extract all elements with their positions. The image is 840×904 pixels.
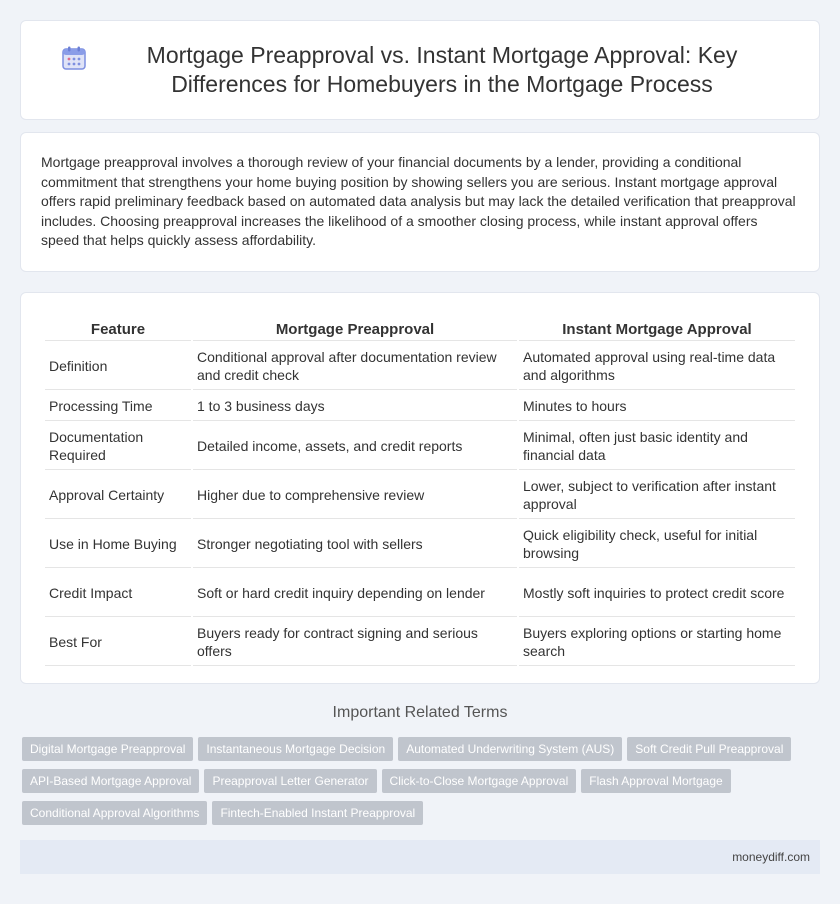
preapproval-cell: Conditional approval after documentation review and credit check bbox=[193, 343, 517, 390]
table-row bbox=[45, 392, 795, 421]
feature-cell: Use in Home Buying bbox=[45, 521, 191, 568]
preapproval-cell: Soft or hard credit inquiry depending on lender bbox=[193, 570, 517, 617]
footer-site-link[interactable]: moneydiff.com bbox=[732, 850, 810, 864]
calendar-icon bbox=[61, 45, 87, 71]
instant-cell: Quick eligibility check, useful for initial browsing bbox=[519, 521, 795, 568]
intro-paragraph: Mortgage preapproval involves a thorough review of your financial documents by a lender, providing a conditional commitment that strengthens your home buying position by showing sellers you are serious. Instant mortgage approval offers rapid preliminary feedback based on automated data analysis but may lack the detailed verification that preapproval includes. Choosing preapproval increases the likelihood of a smoother closing process, while instant approval offers speed that helps quickly assess affordability. bbox=[41, 154, 796, 248]
instant-cell: Minutes to hours bbox=[519, 392, 795, 421]
title-wrap bbox=[21, 41, 819, 99]
table-row bbox=[45, 570, 795, 617]
related-term-tag[interactable]: Preapproval Letter Generator bbox=[204, 769, 376, 793]
column-header-instant: Instant Mortgage Approval bbox=[519, 317, 795, 341]
comparison-table bbox=[43, 315, 797, 668]
related-term-tag[interactable]: Flash Approval Mortgage bbox=[581, 769, 730, 793]
related-term-tag[interactable]: Fintech-Enabled Instant Preapproval bbox=[212, 801, 423, 825]
instant-cell: Mostly soft inquiries to protect credit score bbox=[519, 570, 795, 617]
related-term-tag[interactable]: Click-to-Close Mortgage Approval bbox=[382, 769, 577, 793]
title-card bbox=[20, 20, 820, 120]
feature-cell: Definition bbox=[45, 343, 191, 390]
instant-cell: Minimal, often just basic identity and financial data bbox=[519, 423, 795, 470]
column-header-preapproval: Mortgage Preapproval bbox=[193, 317, 517, 341]
instant-cell: Automated approval using real-time data and algorithms bbox=[519, 343, 795, 390]
intro-card bbox=[20, 132, 820, 272]
related-term-tag[interactable]: API-Based Mortgage Approval bbox=[22, 769, 199, 793]
preapproval-cell: Stronger negotiating tool with sellers bbox=[193, 521, 517, 568]
feature-cell: Credit Impact bbox=[45, 570, 191, 617]
footer bbox=[20, 840, 820, 874]
table-header-row bbox=[45, 317, 795, 341]
comparison-card bbox=[20, 292, 820, 684]
table-row bbox=[45, 472, 795, 519]
column-header-feature: Feature bbox=[45, 317, 191, 341]
preapproval-cell: Buyers ready for contract signing and serious offers bbox=[193, 619, 517, 666]
related-term-tag[interactable]: Automated Underwriting System (AUS) bbox=[398, 737, 622, 761]
table-row bbox=[45, 521, 795, 568]
feature-cell: Processing Time bbox=[45, 392, 191, 421]
preapproval-cell: 1 to 3 business days bbox=[193, 392, 517, 421]
feature-cell: Best For bbox=[45, 619, 191, 666]
related-term-tag[interactable]: Soft Credit Pull Preapproval bbox=[627, 737, 791, 761]
feature-cell: Documentation Required bbox=[45, 423, 191, 470]
related-terms-heading: Important Related Terms bbox=[332, 704, 508, 721]
related-term-tag[interactable]: Conditional Approval Algorithms bbox=[22, 801, 207, 825]
related-term-tag[interactable]: Instantaneous Mortgage Decision bbox=[198, 737, 393, 761]
page-title: Mortgage Preapproval vs. Instant Mortgage Approval: Key Differences for Homebuyers in the Mortgage Process bbox=[146, 42, 738, 97]
table-row bbox=[45, 343, 795, 390]
related-terms-list bbox=[22, 737, 822, 833]
feature-cell: Approval Certainty bbox=[45, 472, 191, 519]
instant-cell: Buyers exploring options or starting home search bbox=[519, 619, 795, 666]
preapproval-cell: Detailed income, assets, and credit reports bbox=[193, 423, 517, 470]
table-row bbox=[45, 619, 795, 666]
preapproval-cell: Higher due to comprehensive review bbox=[193, 472, 517, 519]
instant-cell: Lower, subject to verification after instant approval bbox=[519, 472, 795, 519]
table-row bbox=[45, 423, 795, 470]
related-term-tag[interactable]: Digital Mortgage Preapproval bbox=[22, 737, 193, 761]
